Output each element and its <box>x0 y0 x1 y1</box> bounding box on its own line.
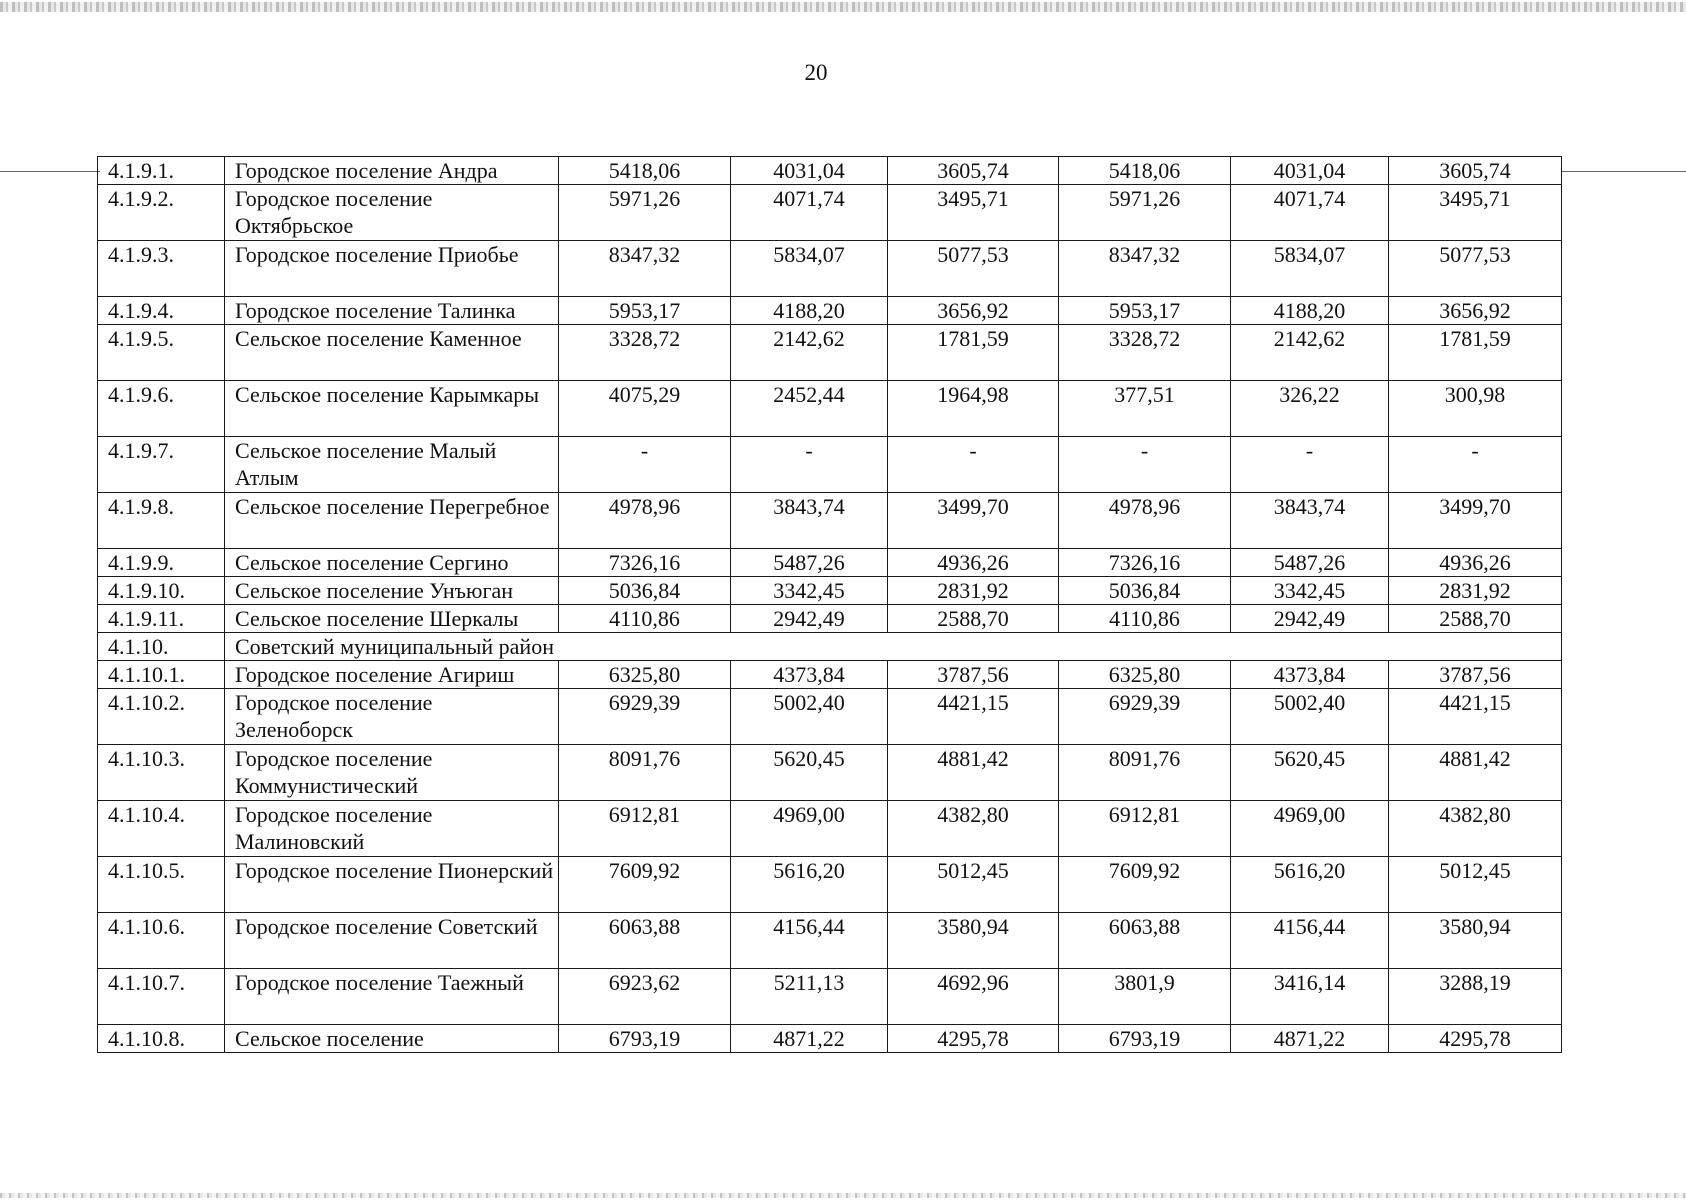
row-code: 4.1.10.6. <box>98 913 225 969</box>
value-cell: 4031,04 <box>731 157 888 185</box>
row-code: 4.1.9.1. <box>98 157 225 185</box>
table-row <box>98 493 1562 549</box>
table-row <box>98 325 1562 381</box>
value-cell: 4881,42 <box>888 745 1059 801</box>
settlement-name: Городское поселение Талинка <box>225 297 559 325</box>
value-cell: 5012,45 <box>1389 857 1562 913</box>
scan-edge-bottom <box>0 1193 1686 1198</box>
value-cell: 4156,44 <box>1231 913 1389 969</box>
value-cell: 2831,92 <box>888 577 1059 605</box>
value-cell: 3843,74 <box>731 493 888 549</box>
value-cell: 5834,07 <box>1231 241 1389 297</box>
value-cell: - <box>888 437 1059 493</box>
row-code: 4.1.9.9. <box>98 549 225 577</box>
value-cell: 7326,16 <box>1059 549 1231 577</box>
row-code: 4.1.9.4. <box>98 297 225 325</box>
value-cell: 5834,07 <box>731 241 888 297</box>
row-code: 4.1.9.6. <box>98 381 225 437</box>
value-cell: 4969,00 <box>731 801 888 857</box>
value-cell: 3342,45 <box>731 577 888 605</box>
settlement-name: Городское поселение Советский <box>225 913 559 969</box>
value-cell: - <box>1059 437 1231 493</box>
value-cell: 4969,00 <box>1231 801 1389 857</box>
value-cell: 1781,59 <box>1389 325 1562 381</box>
value-cell: 2942,49 <box>1231 605 1389 633</box>
table-row <box>98 605 1562 633</box>
row-code: 4.1.10.2. <box>98 689 225 745</box>
row-code: 4.1.9.11. <box>98 605 225 633</box>
value-cell: 4075,29 <box>559 381 731 437</box>
settlement-name: Сельское поселение Унъюган <box>225 577 559 605</box>
value-cell: 7609,92 <box>559 857 731 913</box>
tariff-table <box>97 156 1562 1053</box>
row-code: 4.1.10.1. <box>98 661 225 689</box>
value-cell: 3656,92 <box>888 297 1059 325</box>
value-cell: 3605,74 <box>1389 157 1562 185</box>
settlement-name: Сельское поселение Шеркалы <box>225 605 559 633</box>
value-cell: 6063,88 <box>559 913 731 969</box>
value-cell: 6793,19 <box>1059 1025 1231 1053</box>
value-cell: 4978,96 <box>1059 493 1231 549</box>
value-cell: 4692,96 <box>888 969 1059 1025</box>
settlement-name: Городское поселение Малиновский <box>225 801 559 857</box>
settlement-name: Сельское поселение Перегребное <box>225 493 559 549</box>
value-cell: 4295,78 <box>888 1025 1059 1053</box>
value-cell: 5077,53 <box>1389 241 1562 297</box>
table-row <box>98 549 1562 577</box>
value-cell: 6063,88 <box>1059 913 1231 969</box>
row-code: 4.1.10.4. <box>98 801 225 857</box>
scan-line-left <box>0 171 100 172</box>
table-row <box>98 857 1562 913</box>
value-cell: 4871,22 <box>1231 1025 1389 1053</box>
value-cell: 6929,39 <box>559 689 731 745</box>
row-code: 4.1.10.5. <box>98 857 225 913</box>
row-code: 4.1.9.5. <box>98 325 225 381</box>
value-cell: 5620,45 <box>1231 745 1389 801</box>
value-cell: 4071,74 <box>1231 185 1389 241</box>
value-cell: 3328,72 <box>559 325 731 381</box>
value-cell: 8091,76 <box>1059 745 1231 801</box>
value-cell: 3656,92 <box>1389 297 1562 325</box>
value-cell: 4110,86 <box>1059 605 1231 633</box>
value-cell: 4421,15 <box>1389 689 1562 745</box>
table-row <box>98 381 1562 437</box>
value-cell: 3787,56 <box>888 661 1059 689</box>
value-cell: 4188,20 <box>1231 297 1389 325</box>
value-cell: 8347,32 <box>1059 241 1231 297</box>
value-cell: 5953,17 <box>1059 297 1231 325</box>
value-cell: 5002,40 <box>731 689 888 745</box>
value-cell: 3787,56 <box>1389 661 1562 689</box>
value-cell: 5616,20 <box>1231 857 1389 913</box>
value-cell: 4071,74 <box>731 185 888 241</box>
value-cell: 3499,70 <box>888 493 1059 549</box>
settlement-name: Городское поселение Коммунистический <box>225 745 559 801</box>
value-cell: 4188,20 <box>731 297 888 325</box>
settlement-name: Городское поселение Андра <box>225 157 559 185</box>
value-cell: 6912,81 <box>559 801 731 857</box>
table-row <box>98 185 1562 241</box>
value-cell: 8091,76 <box>559 745 731 801</box>
value-cell: 5036,84 <box>559 577 731 605</box>
row-code: 4.1.10.3. <box>98 745 225 801</box>
settlement-name: Городское поселение Зеленоборск <box>225 689 559 745</box>
settlement-name: Городское поселение Октябрьское <box>225 185 559 241</box>
table-row <box>98 577 1562 605</box>
value-cell: 3801,9 <box>1059 969 1231 1025</box>
value-cell: 2588,70 <box>1389 605 1562 633</box>
value-cell: 4421,15 <box>888 689 1059 745</box>
value-cell: 2942,49 <box>731 605 888 633</box>
value-cell: 3499,70 <box>1389 493 1562 549</box>
section-row <box>98 633 1562 661</box>
section-title: Советский муниципальный район <box>225 633 1562 661</box>
table-row <box>98 913 1562 969</box>
row-code: 4.1.9.10. <box>98 577 225 605</box>
value-cell: 4382,80 <box>888 801 1059 857</box>
value-cell: 6325,80 <box>559 661 731 689</box>
row-code: 4.1.9.8. <box>98 493 225 549</box>
value-cell: - <box>731 437 888 493</box>
settlement-name: Сельское поселение Малый Атлым <box>225 437 559 493</box>
value-cell: 3416,14 <box>1231 969 1389 1025</box>
value-cell: 5487,26 <box>1231 549 1389 577</box>
settlement-name: Сельское поселение Карымкары <box>225 381 559 437</box>
value-cell: 5487,26 <box>731 549 888 577</box>
value-cell: 7609,92 <box>1059 857 1231 913</box>
table-row <box>98 157 1562 185</box>
value-cell: 4156,44 <box>731 913 888 969</box>
value-cell: 4978,96 <box>559 493 731 549</box>
row-code: 4.1.10.8. <box>98 1025 225 1053</box>
value-cell: 1781,59 <box>888 325 1059 381</box>
value-cell: 4382,80 <box>1389 801 1562 857</box>
settlement-name: Городское поселение Таежный <box>225 969 559 1025</box>
value-cell: 4295,78 <box>1389 1025 1562 1053</box>
value-cell: 8347,32 <box>559 241 731 297</box>
value-cell: 3843,74 <box>1231 493 1389 549</box>
value-cell: 5418,06 <box>559 157 731 185</box>
value-cell: 4871,22 <box>731 1025 888 1053</box>
settlement-name: Городское поселение Пионерский <box>225 857 559 913</box>
value-cell: 4936,26 <box>888 549 1059 577</box>
value-cell: - <box>559 437 731 493</box>
value-cell: 377,51 <box>1059 381 1231 437</box>
value-cell: 2142,62 <box>1231 325 1389 381</box>
table-body <box>98 157 1562 1053</box>
value-cell: - <box>1389 437 1562 493</box>
value-cell: 4936,26 <box>1389 549 1562 577</box>
settlement-name: Сельское поселение <box>225 1025 559 1053</box>
value-cell: 3342,45 <box>1231 577 1389 605</box>
value-cell: 5971,26 <box>559 185 731 241</box>
table-row <box>98 297 1562 325</box>
settlement-name: Сельское поселение Каменное <box>225 325 559 381</box>
value-cell: 5418,06 <box>1059 157 1231 185</box>
table-row <box>98 745 1562 801</box>
value-cell: 4373,84 <box>731 661 888 689</box>
value-cell: 6929,39 <box>1059 689 1231 745</box>
value-cell: 3328,72 <box>1059 325 1231 381</box>
value-cell: 326,22 <box>1231 381 1389 437</box>
row-code: 4.1.9.2. <box>98 185 225 241</box>
value-cell: 2588,70 <box>888 605 1059 633</box>
row-code: 4.1.10.7. <box>98 969 225 1025</box>
table-row <box>98 661 1562 689</box>
value-cell: 4373,84 <box>1231 661 1389 689</box>
value-cell: 6923,62 <box>559 969 731 1025</box>
value-cell: 5002,40 <box>1231 689 1389 745</box>
value-cell: 5077,53 <box>888 241 1059 297</box>
table-row <box>98 437 1562 493</box>
scan-edge-top <box>0 2 1686 12</box>
value-cell: 300,98 <box>1389 381 1562 437</box>
value-cell: 2142,62 <box>731 325 888 381</box>
page-number: 20 <box>804 60 828 85</box>
value-cell: 6325,80 <box>1059 661 1231 689</box>
table-row <box>98 241 1562 297</box>
value-cell: 6912,81 <box>1059 801 1231 857</box>
value-cell: 5971,26 <box>1059 185 1231 241</box>
table-row <box>98 969 1562 1025</box>
value-cell: 3580,94 <box>1389 913 1562 969</box>
value-cell: 1964,98 <box>888 381 1059 437</box>
settlement-name: Городское поселение Приобье <box>225 241 559 297</box>
value-cell: 2831,92 <box>1389 577 1562 605</box>
value-cell: 7326,16 <box>559 549 731 577</box>
value-cell: 3605,74 <box>888 157 1059 185</box>
value-cell: 3580,94 <box>888 913 1059 969</box>
table-row <box>98 689 1562 745</box>
value-cell: 5620,45 <box>731 745 888 801</box>
value-cell: 4881,42 <box>1389 745 1562 801</box>
value-cell: 3288,19 <box>1389 969 1562 1025</box>
value-cell: 5616,20 <box>731 857 888 913</box>
value-cell: 3495,71 <box>1389 185 1562 241</box>
row-code: 4.1.9.3. <box>98 241 225 297</box>
row-code: 4.1.10. <box>98 633 225 661</box>
value-cell: 5953,17 <box>559 297 731 325</box>
value-cell: 5036,84 <box>1059 577 1231 605</box>
value-cell: 4031,04 <box>1231 157 1389 185</box>
value-cell: 2452,44 <box>731 381 888 437</box>
value-cell: 6793,19 <box>559 1025 731 1053</box>
row-code: 4.1.9.7. <box>98 437 225 493</box>
settlement-name: Городское поселение Агириш <box>225 661 559 689</box>
table-row <box>98 1025 1562 1053</box>
value-cell: 5012,45 <box>888 857 1059 913</box>
value-cell: 4110,86 <box>559 605 731 633</box>
value-cell: - <box>1231 437 1389 493</box>
value-cell: 3495,71 <box>888 185 1059 241</box>
value-cell: 5211,13 <box>731 969 888 1025</box>
settlement-name: Сельское поселение Сергино <box>225 549 559 577</box>
scan-line-right <box>1562 171 1686 172</box>
table-row <box>98 801 1562 857</box>
